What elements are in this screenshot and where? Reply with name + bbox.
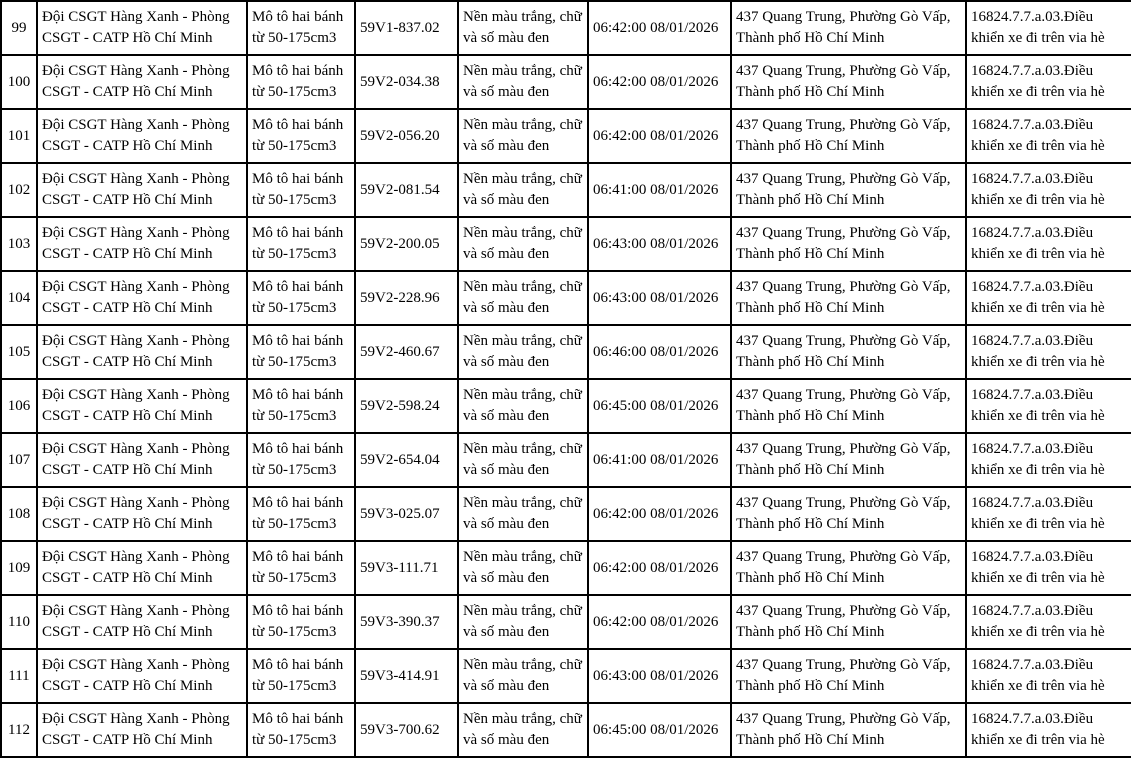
cell-violation-code: 16824.7.7.a.03.Điều khiển xe đi trên via hè [966,109,1131,163]
cell-enforcement-unit: Đội CSGT Hàng Xanh - Phòng CSGT - CATP Hồ Chí Minh [37,541,247,595]
cell-row-number: 104 [1,271,37,325]
table-row [1,325,1131,379]
cell-violation-time: 06:43:00 08/01/2026 [588,217,731,271]
cell-address: 437 Quang Trung, Phường Gò Vấp, Thành phố Hồ Chí Minh [731,217,966,271]
cell-row-number: 106 [1,379,37,433]
cell-plate-color: Nền màu trắng, chữ và số màu đen [458,379,588,433]
cell-violation-code: 16824.7.7.a.03.Điều khiển xe đi trên via hè [966,433,1131,487]
cell-vehicle-type: Mô tô hai bánh từ 50-175cm3 [247,379,355,433]
cell-violation-code: 16824.7.7.a.03.Điều khiển xe đi trên via hè [966,1,1131,55]
cell-row-number: 107 [1,433,37,487]
cell-vehicle-type: Mô tô hai bánh từ 50-175cm3 [247,1,355,55]
cell-violation-code: 16824.7.7.a.03.Điều khiển xe đi trên via hè [966,163,1131,217]
cell-enforcement-unit: Đội CSGT Hàng Xanh - Phòng CSGT - CATP Hồ Chí Minh [37,163,247,217]
cell-violation-code: 16824.7.7.a.03.Điều khiển xe đi trên via hè [966,217,1131,271]
cell-vehicle-type: Mô tô hai bánh từ 50-175cm3 [247,217,355,271]
table-row [1,595,1131,649]
cell-violation-time: 06:41:00 08/01/2026 [588,433,731,487]
cell-violation-time: 06:46:00 08/01/2026 [588,325,731,379]
cell-vehicle-type: Mô tô hai bánh từ 50-175cm3 [247,649,355,703]
cell-enforcement-unit: Đội CSGT Hàng Xanh - Phòng CSGT - CATP Hồ Chí Minh [37,1,247,55]
cell-vehicle-type: Mô tô hai bánh từ 50-175cm3 [247,55,355,109]
cell-violation-code: 16824.7.7.a.03.Điều khiển xe đi trên via hè [966,595,1131,649]
cell-address: 437 Quang Trung, Phường Gò Vấp, Thành phố Hồ Chí Minh [731,649,966,703]
cell-enforcement-unit: Đội CSGT Hàng Xanh - Phòng CSGT - CATP Hồ Chí Minh [37,703,247,757]
cell-row-number: 112 [1,703,37,757]
cell-violation-code: 16824.7.7.a.03.Điều khiển xe đi trên via hè [966,325,1131,379]
cell-license-plate: 59V1-837.02 [355,1,458,55]
cell-vehicle-type: Mô tô hai bánh từ 50-175cm3 [247,325,355,379]
table-row [1,649,1131,703]
cell-violation-code: 16824.7.7.a.03.Điều khiển xe đi trên via hè [966,541,1131,595]
cell-license-plate: 59V2-081.54 [355,163,458,217]
cell-address: 437 Quang Trung, Phường Gò Vấp, Thành phố Hồ Chí Minh [731,487,966,541]
cell-vehicle-type: Mô tô hai bánh từ 50-175cm3 [247,109,355,163]
cell-plate-color: Nền màu trắng, chữ và số màu đen [458,163,588,217]
cell-plate-color: Nền màu trắng, chữ và số màu đen [458,433,588,487]
cell-license-plate: 59V2-200.05 [355,217,458,271]
cell-plate-color: Nền màu trắng, chữ và số màu đen [458,541,588,595]
table-row [1,541,1131,595]
cell-address: 437 Quang Trung, Phường Gò Vấp, Thành phố Hồ Chí Minh [731,703,966,757]
cell-vehicle-type: Mô tô hai bánh từ 50-175cm3 [247,487,355,541]
cell-license-plate: 59V2-034.38 [355,55,458,109]
table-row [1,271,1131,325]
cell-license-plate: 59V3-390.37 [355,595,458,649]
cell-violation-time: 06:42:00 08/01/2026 [588,595,731,649]
cell-row-number: 103 [1,217,37,271]
table-row [1,55,1131,109]
cell-plate-color: Nền màu trắng, chữ và số màu đen [458,595,588,649]
cell-violation-time: 06:45:00 08/01/2026 [588,379,731,433]
cell-row-number: 111 [1,649,37,703]
cell-enforcement-unit: Đội CSGT Hàng Xanh - Phòng CSGT - CATP Hồ Chí Minh [37,379,247,433]
cell-plate-color: Nền màu trắng, chữ và số màu đen [458,55,588,109]
cell-license-plate: 59V3-025.07 [355,487,458,541]
cell-enforcement-unit: Đội CSGT Hàng Xanh - Phòng CSGT - CATP Hồ Chí Minh [37,109,247,163]
cell-row-number: 100 [1,55,37,109]
cell-violation-code: 16824.7.7.a.03.Điều khiển xe đi trên via hè [966,649,1131,703]
cell-license-plate: 59V2-598.24 [355,379,458,433]
cell-license-plate: 59V2-228.96 [355,271,458,325]
cell-violation-time: 06:43:00 08/01/2026 [588,271,731,325]
cell-license-plate: 59V3-111.71 [355,541,458,595]
cell-row-number: 102 [1,163,37,217]
cell-violation-code: 16824.7.7.a.03.Điều khiển xe đi trên via hè [966,703,1131,757]
cell-enforcement-unit: Đội CSGT Hàng Xanh - Phòng CSGT - CATP Hồ Chí Minh [37,595,247,649]
cell-address: 437 Quang Trung, Phường Gò Vấp, Thành phố Hồ Chí Minh [731,433,966,487]
table-row [1,1,1131,55]
cell-license-plate: 59V3-700.62 [355,703,458,757]
cell-enforcement-unit: Đội CSGT Hàng Xanh - Phòng CSGT - CATP Hồ Chí Minh [37,55,247,109]
cell-address: 437 Quang Trung, Phường Gò Vấp, Thành phố Hồ Chí Minh [731,109,966,163]
cell-violation-time: 06:41:00 08/01/2026 [588,163,731,217]
cell-plate-color: Nền màu trắng, chữ và số màu đen [458,271,588,325]
cell-violation-time: 06:42:00 08/01/2026 [588,541,731,595]
cell-violation-time: 06:42:00 08/01/2026 [588,487,731,541]
cell-row-number: 109 [1,541,37,595]
cell-row-number: 108 [1,487,37,541]
cell-plate-color: Nền màu trắng, chữ và số màu đen [458,109,588,163]
cell-enforcement-unit: Đội CSGT Hàng Xanh - Phòng CSGT - CATP Hồ Chí Minh [37,217,247,271]
cell-vehicle-type: Mô tô hai bánh từ 50-175cm3 [247,595,355,649]
cell-violation-code: 16824.7.7.a.03.Điều khiển xe đi trên via hè [966,271,1131,325]
cell-enforcement-unit: Đội CSGT Hàng Xanh - Phòng CSGT - CATP Hồ Chí Minh [37,433,247,487]
cell-plate-color: Nền màu trắng, chữ và số màu đen [458,487,588,541]
cell-plate-color: Nền màu trắng, chữ và số màu đen [458,217,588,271]
cell-license-plate: 59V3-414.91 [355,649,458,703]
cell-violation-time: 06:43:00 08/01/2026 [588,649,731,703]
cell-license-plate: 59V2-654.04 [355,433,458,487]
cell-violation-code: 16824.7.7.a.03.Điều khiển xe đi trên via hè [966,379,1131,433]
cell-address: 437 Quang Trung, Phường Gò Vấp, Thành phố Hồ Chí Minh [731,1,966,55]
cell-address: 437 Quang Trung, Phường Gò Vấp, Thành phố Hồ Chí Minh [731,55,966,109]
cell-plate-color: Nền màu trắng, chữ và số màu đen [458,325,588,379]
cell-vehicle-type: Mô tô hai bánh từ 50-175cm3 [247,163,355,217]
table-row [1,217,1131,271]
table-row [1,163,1131,217]
violations-table-body [1,1,1131,757]
cell-violation-time: 06:42:00 08/01/2026 [588,1,731,55]
cell-violation-time: 06:42:00 08/01/2026 [588,55,731,109]
table-row [1,703,1131,757]
cell-vehicle-type: Mô tô hai bánh từ 50-175cm3 [247,541,355,595]
cell-enforcement-unit: Đội CSGT Hàng Xanh - Phòng CSGT - CATP Hồ Chí Minh [37,649,247,703]
cell-vehicle-type: Mô tô hai bánh từ 50-175cm3 [247,433,355,487]
cell-row-number: 105 [1,325,37,379]
cell-address: 437 Quang Trung, Phường Gò Vấp, Thành phố Hồ Chí Minh [731,271,966,325]
cell-address: 437 Quang Trung, Phường Gò Vấp, Thành phố Hồ Chí Minh [731,325,966,379]
cell-enforcement-unit: Đội CSGT Hàng Xanh - Phòng CSGT - CATP Hồ Chí Minh [37,487,247,541]
table-row [1,487,1131,541]
cell-violation-time: 06:42:00 08/01/2026 [588,109,731,163]
cell-license-plate: 59V2-460.67 [355,325,458,379]
cell-address: 437 Quang Trung, Phường Gò Vấp, Thành phố Hồ Chí Minh [731,595,966,649]
cell-violation-code: 16824.7.7.a.03.Điều khiển xe đi trên via hè [966,487,1131,541]
cell-license-plate: 59V2-056.20 [355,109,458,163]
cell-address: 437 Quang Trung, Phường Gò Vấp, Thành phố Hồ Chí Minh [731,163,966,217]
cell-plate-color: Nền màu trắng, chữ và số màu đen [458,649,588,703]
cell-address: 437 Quang Trung, Phường Gò Vấp, Thành phố Hồ Chí Minh [731,541,966,595]
cell-plate-color: Nền màu trắng, chữ và số màu đen [458,1,588,55]
table-row [1,433,1131,487]
table-row [1,109,1131,163]
cell-address: 437 Quang Trung, Phường Gò Vấp, Thành phố Hồ Chí Minh [731,379,966,433]
cell-row-number: 99 [1,1,37,55]
cell-plate-color: Nền màu trắng, chữ và số màu đen [458,703,588,757]
table-row [1,379,1131,433]
cell-violation-code: 16824.7.7.a.03.Điều khiển xe đi trên via hè [966,55,1131,109]
cell-violation-time: 06:45:00 08/01/2026 [588,703,731,757]
cell-row-number: 110 [1,595,37,649]
cell-row-number: 101 [1,109,37,163]
cell-vehicle-type: Mô tô hai bánh từ 50-175cm3 [247,703,355,757]
cell-enforcement-unit: Đội CSGT Hàng Xanh - Phòng CSGT - CATP Hồ Chí Minh [37,325,247,379]
cell-enforcement-unit: Đội CSGT Hàng Xanh - Phòng CSGT - CATP Hồ Chí Minh [37,271,247,325]
cell-vehicle-type: Mô tô hai bánh từ 50-175cm3 [247,271,355,325]
